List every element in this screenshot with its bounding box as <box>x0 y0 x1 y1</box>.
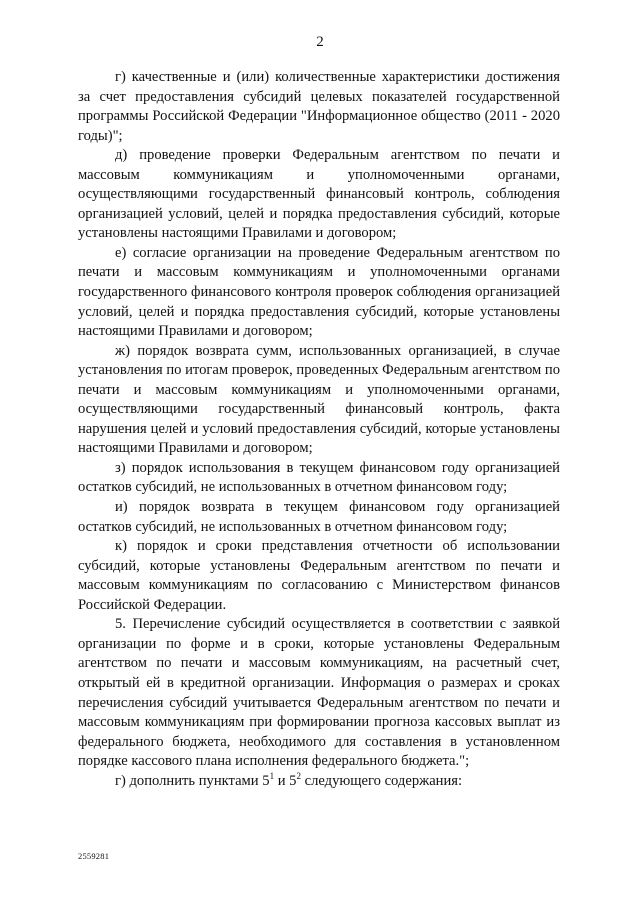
amendment-prefix: г) дополнить пунктами 5 <box>115 772 270 789</box>
page-number: 2 <box>316 34 324 50</box>
document-body <box>78 68 560 791</box>
paragraph-zh: ж) порядок возврата сумм, использованных организацией, в случае установления по итогам проверок, проведенных Федеральным агентством по печати и массовым коммуникациям и уполномоченными органами, осуществляющими государственный финансовый контроль, факта нарушения целей и условий предоставления субсидий, которые установлены настоящими Правилами и договором; <box>78 342 561 457</box>
document-code: 2559281 <box>78 851 110 861</box>
paragraph-d: д) проведение проверки Федеральным агентством по печати и массовым коммуникациям и уполномоченными органами, осуществляющими государственный финансовый контроль, соблюдения организацией условий, целей и порядка предоставления субсидий, которые установлены настоящими Правилами и договором; <box>78 147 560 242</box>
paragraph-i: и) порядок возврата в текущем финансовом году организацией остатков субсидий, не использованных в отчетном финансовом году; <box>78 499 560 535</box>
paragraph-g: г) качественные и (или) количественные характеристики достижения за счет предоставления субсидий целевых показателей государственной программы Российской Федерации "Информационное общество (2011 - 2020 годы)"; <box>78 69 560 144</box>
paragraph-k: к) порядок и сроки представления отчетности об использовании субсидий, которые установлены Федеральным агентством по печати и массовым коммуникациям по согласованию с Министерством финансов Российской Федерации. <box>78 538 560 613</box>
paragraph-z: з) порядок использования в текущем финансовом году организацией остатков субсидий, не использованных в отчетном финансовом году; <box>78 459 560 496</box>
amendment-middle: и 5 <box>274 772 297 789</box>
paragraph-e: е) согласие организации на проведение Федеральным агентством по печати и массовым коммуникациям и уполномоченными органами государственного финансового контроля проверок соблюдения организацией условий, целей и порядка предоставления субсидий, которые установлены настоящими Правилами и договором; <box>78 244 560 340</box>
superscript-2: 2 <box>296 770 301 781</box>
amendment-suffix: следующего содержания: <box>300 772 463 789</box>
superscript-1: 1 <box>269 770 275 781</box>
paragraph-amendment-g <box>78 772 560 792</box>
paragraph-5: 5. Перечисление субсидий осуществляется в соответствии с заявкой организации по форме и в сроки, которые установлены Федеральным агентством по печати и массовым коммуникациям, на расчетный счет, открытый ей в кредитной организации. Информация о размерах и сроках перечисления субсидий учитывается Федеральным агентством по печати и массовым коммуникациям при формировании прогноза кассовых выплат из федерального бюджета, необходимого для составления в установленном порядке кассового плана исполнения федерального бюджета."; <box>78 616 560 770</box>
